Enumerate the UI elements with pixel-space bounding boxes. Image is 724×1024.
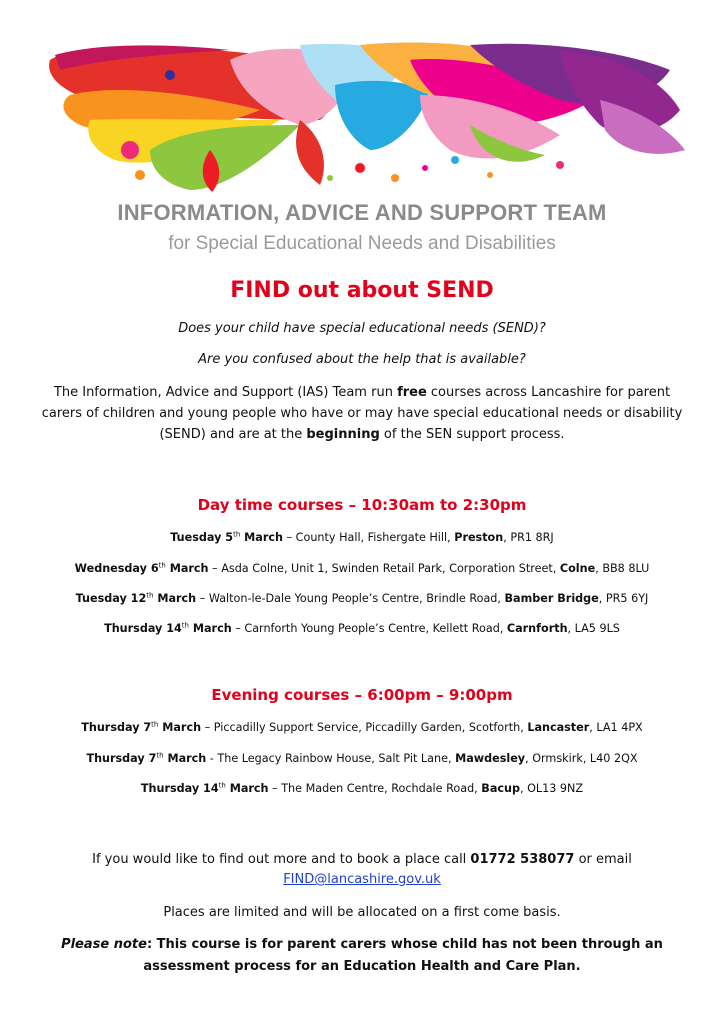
- day-course-item: [0, 531, 724, 544]
- org-title: INFORMATION, ADVICE AND SUPPORT TEAM: [117, 200, 607, 225]
- course-month: March: [165, 562, 209, 575]
- please-note: [56, 934, 668, 978]
- course-venue: - The Legacy Rainbow House, Salt Pit Lane,: [206, 752, 456, 765]
- please-note-colon: :: [146, 937, 153, 952]
- course-postcode: , LA5 9LS: [567, 622, 620, 635]
- contact-text-2: or email: [574, 852, 632, 867]
- course-town: Bamber Bridge: [504, 592, 599, 605]
- course-day: Tuesday 5: [170, 531, 234, 544]
- evening-course-item: [0, 752, 724, 765]
- course-day-suffix: th: [146, 591, 154, 600]
- course-town: Carnforth: [506, 622, 568, 635]
- course-postcode: , LA1 4PX: [589, 721, 643, 734]
- course-month: March: [158, 721, 202, 734]
- course-day: Tuesday 12: [75, 592, 147, 605]
- course-month: March: [153, 592, 197, 605]
- course-day: Wednesday 6: [74, 562, 159, 575]
- evening-courses-heading: Evening courses – 6:00pm – 9:00pm: [211, 686, 513, 704]
- org-subtitle: for Special Educational Needs and Disabilities: [168, 233, 556, 254]
- course-town: Bacup: [481, 782, 520, 795]
- day-course-item: [0, 562, 724, 575]
- question-2: Are you confused about the help that is available?: [198, 352, 526, 367]
- course-day: Thursday 7: [81, 721, 152, 734]
- evening-course-item: [0, 721, 724, 734]
- course-day-suffix: th: [151, 720, 159, 729]
- intro-text-1: The Information, Advice and Support (IAS) Team run: [53, 385, 398, 400]
- course-venue: – Asda Colne, Unit 1, Swinden Retail Park, Corporation Street,: [208, 562, 560, 575]
- day-course-item: [0, 622, 724, 635]
- course-month: March: [240, 531, 283, 544]
- email-link[interactable]: FIND@lancashire.gov.uk: [283, 872, 441, 887]
- intro-paragraph: [36, 382, 688, 445]
- course-postcode: , Ormskirk, L40 2QX: [525, 752, 638, 765]
- please-note-text: This course is for parent carers whose child has not been through an assessment process for an Education Health and Care Plan.: [143, 937, 663, 974]
- course-day-suffix: th: [181, 621, 189, 630]
- contact-phone: 01772 538077: [470, 852, 575, 867]
- course-day-suffix: th: [218, 781, 226, 790]
- course-town: Mawdesley: [455, 752, 526, 765]
- intro-free: free: [397, 385, 427, 400]
- course-postcode: , BB8 8LU: [595, 562, 650, 575]
- course-venue: – Carnforth Young People’s Centre, Kellett Road,: [231, 622, 507, 635]
- intro-beginning: beginning: [306, 427, 380, 442]
- contact-line: [0, 850, 724, 870]
- evening-course-item: [0, 782, 724, 795]
- intro-text-3: of the SEN support process.: [379, 427, 565, 442]
- course-postcode: , OL13 9NZ: [519, 782, 584, 795]
- course-venue: – County Hall, Fishergate Hill,: [282, 531, 455, 544]
- course-venue: – The Maden Centre, Rochdale Road,: [268, 782, 482, 795]
- course-month: March: [163, 752, 207, 765]
- course-venue: – Walton-le-Dale Young People’s Centre, Brindle Road,: [196, 592, 505, 605]
- course-month: March: [188, 622, 232, 635]
- course-town: Colne: [559, 562, 596, 575]
- course-day-suffix: th: [158, 561, 166, 570]
- course-day: Thursday 14: [140, 782, 219, 795]
- course-day: Thursday 7: [86, 752, 157, 765]
- question-1: Does your child have special educational needs (SEND)?: [178, 321, 546, 336]
- course-postcode: , PR1 8RJ: [503, 531, 554, 544]
- course-day-suffix: th: [233, 530, 241, 539]
- course-postcode: , PR5 6YJ: [598, 592, 649, 605]
- course-day: Thursday 14: [104, 622, 182, 635]
- day-courses-heading: Day time courses – 10:30am to 2:30pm: [197, 496, 527, 514]
- course-town: Preston: [454, 531, 504, 544]
- page-title: FIND out about SEND: [230, 278, 494, 303]
- places-note: Places are limited and will be allocated on a first come basis.: [163, 905, 561, 920]
- course-town: Lancaster: [527, 721, 590, 734]
- contact-text: If you would like to find out more and to book a place call: [92, 852, 471, 867]
- please-note-label: Please note: [61, 937, 147, 952]
- intro-text-2: courses across Lancashire for parent carers of children and young people who have or may have special educational needs or disability (SEND) and are at the: [41, 385, 683, 442]
- course-day-suffix: th: [156, 751, 164, 760]
- course-venue: – Piccadilly Support Service, Piccadilly Garden, Scotforth,: [201, 721, 528, 734]
- course-month: March: [225, 782, 269, 795]
- day-course-item: [0, 592, 724, 605]
